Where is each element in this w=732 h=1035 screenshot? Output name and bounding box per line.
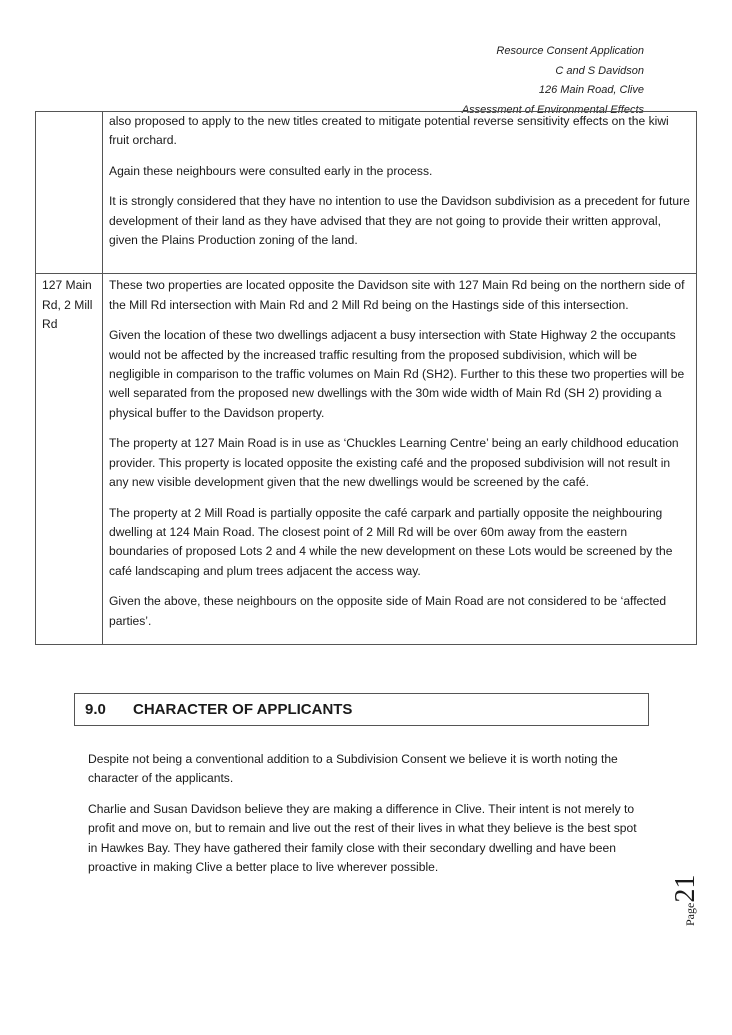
section-number: 9.0 — [85, 701, 106, 718]
assessment-cell — [103, 112, 697, 274]
page-number-value: 21 — [670, 874, 701, 903]
page-number — [664, 868, 724, 928]
assessment-paragraph: Again these neighbours were consulted early in the process. — [109, 163, 433, 178]
document-header — [462, 42, 644, 120]
assessment-paragraph: These two properties are located opposite the Davidson site with 127 Main Rd being on the northern side of the Mill Rd intersection with Main Rd and 2 Mill Rd being on the Hastings side of this intersection. — [109, 278, 685, 312]
assessment-paragraph: Given the above, these neighbours on the opposite side of Main Road are not considered to be ‘affected parties’. — [109, 594, 667, 628]
page-label: Page — [683, 902, 697, 926]
body-paragraph: Despite not being a conventional addition to a Subdivision Consent we believe it is worth noting the character of the applicants. — [88, 752, 618, 786]
assessment-paragraph: Given the location of these two dwellings adjacent a busy intersection with State Highway 2 the occupants would not be affected by the increased traffic resulting from the proposed subdivision, which will be negligible in comparison to the traffic volumes on Main Rd (SH2). Further to this these two properties will be well separated from the proposed new dwellings with the 30m wide width of Main Rd (SH 2) providing a physical buffer to the Davidson property. — [109, 328, 685, 420]
section-title: CHARACTER OF APPLICANTS — [133, 701, 353, 718]
body-paragraph: Charlie and Susan Davidson believe they are making a difference in Clive. Their intent is not merely to profit and move on, but to remain and live out the rest of their lives in what they believe is the best spot in Hawkes Bay. They have gathered their family close with their secondary dwelling and have been proactive in making Clive a better place to live wherever possible. — [88, 801, 637, 875]
neighbour-name-cell — [36, 112, 103, 274]
header-subtitle: Assessment of Environmental Effects — [461, 103, 644, 116]
header-applicant: C and S Davidson — [555, 64, 644, 77]
neighbour-name-cell: 127 Main Rd, 2 Mill Rd — [36, 274, 103, 645]
section-body — [88, 750, 648, 888]
neighbours-table — [35, 111, 697, 645]
assessment-paragraph: The property at 2 Mill Road is partially opposite the café carpark and partially opposite the neighbouring dwelling at 124 Main Road. The closest point of 2 Mill Rd will be over 60m away from the eastern boundaries of proposed Lots 2 and 4 while the new development on these Lots would be screened by the café landscaping and plum trees adjacent the access way. — [109, 505, 673, 578]
assessment-paragraph: It is strongly considered that they have no intention to use the Davidson subdivision as a precedent for future development of their land as they have advised that they are not going to provide their written approval, given the Plains Production zoning of the land. — [109, 194, 690, 248]
table-row — [36, 112, 697, 274]
assessment-paragraph: The property at 127 Main Road is in use as ‘Chuckles Learning Centre’ being an early childhood education provider. This property is located opposite the existing café and the proposed subdivision will not result in any new visible development given that the new dwellings would be screened by the café. — [109, 436, 679, 490]
assessment-cell — [103, 274, 697, 645]
assessment-paragraph: also proposed to apply to the new titles created to mitigate potential reverse sensitivity effects on the kiwi fruit orchard. — [109, 114, 669, 148]
header-address: 126 Main Road, Clive — [538, 84, 644, 96]
section-heading — [74, 693, 649, 726]
table-row — [36, 274, 697, 645]
header-title: Resource Consent Application — [496, 45, 644, 57]
